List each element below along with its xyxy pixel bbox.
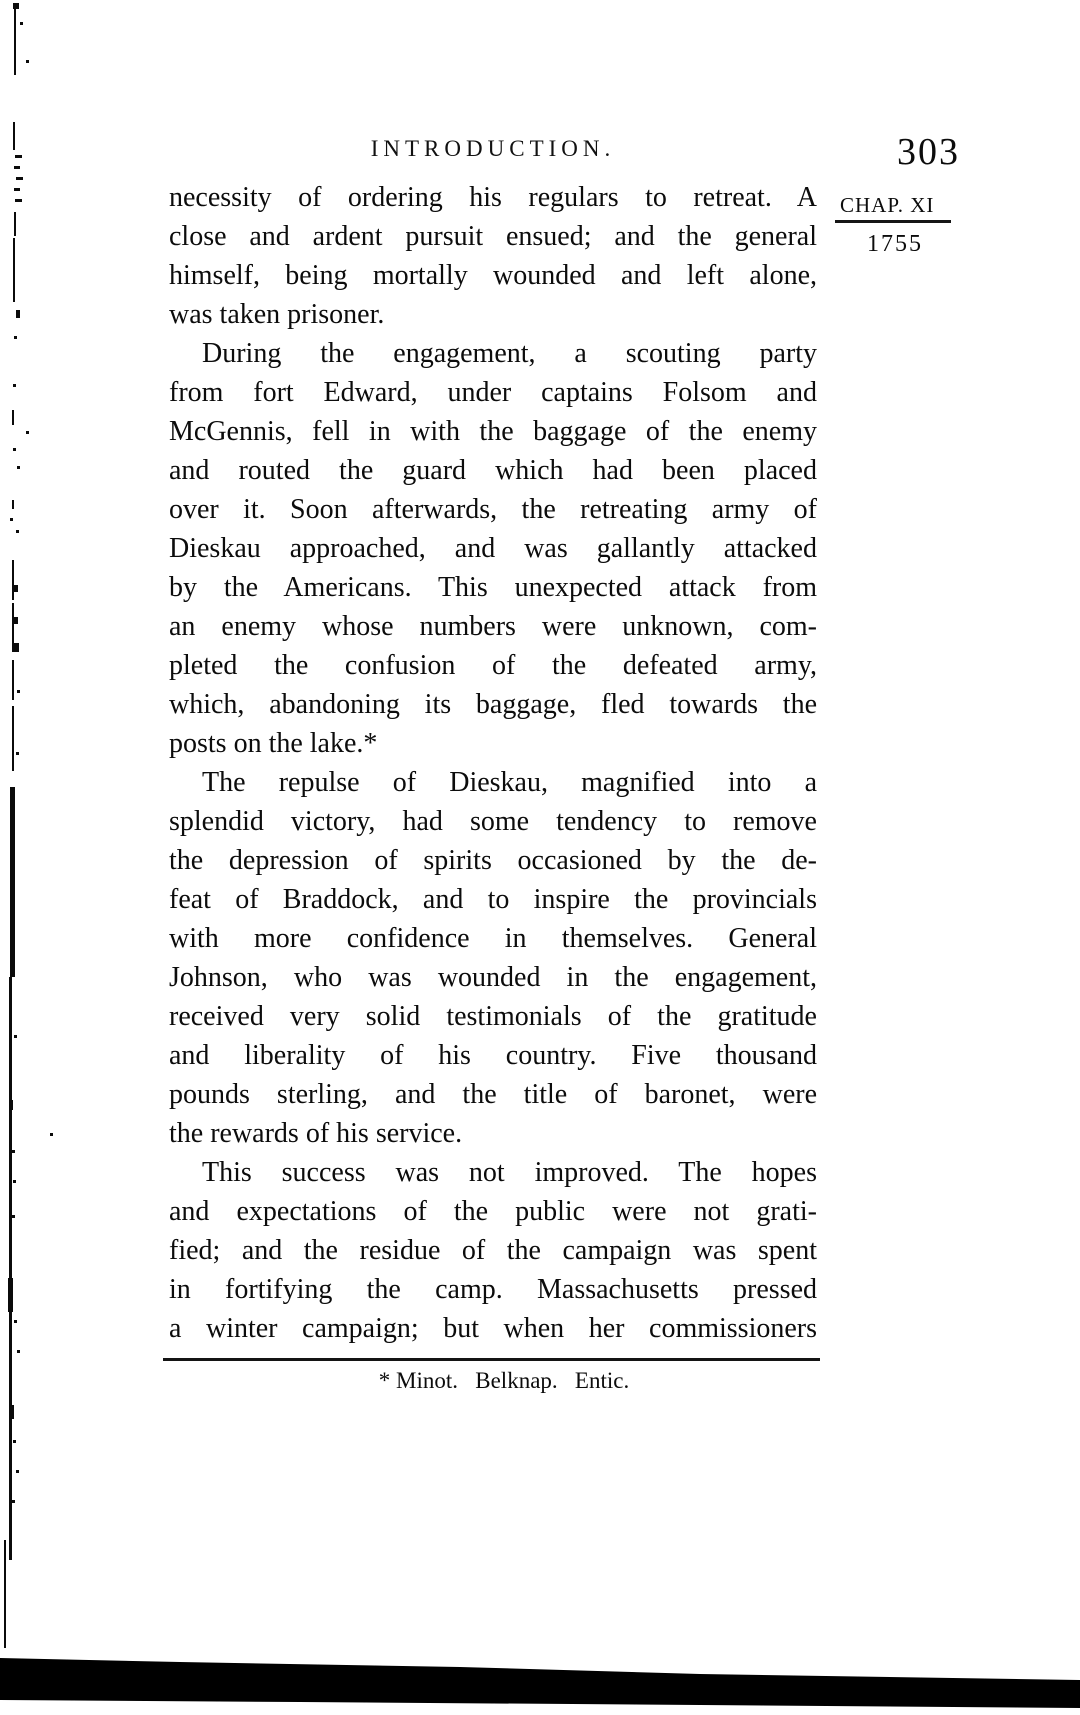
scan-artifact [13, 1180, 16, 1183]
scan-artifact [13, 585, 18, 592]
text-line: an enemy whose numbers were unknown, com- [169, 611, 817, 642]
scan-artifact [12, 500, 14, 509]
scan-artifact [20, 22, 23, 25]
text-line: with more confidence in themselves. General [169, 923, 817, 954]
scan-artifact [11, 1150, 15, 1153]
scan-artifact [9, 1405, 14, 1419]
text-line: posts on the lake.* [169, 728, 378, 759]
scan-artifact [13, 122, 15, 150]
scan-artifact [14, 1320, 17, 1323]
scan-artifact [17, 1350, 20, 1353]
text-line: necessity of ordering his regulars to retreat. A [169, 182, 817, 213]
text-line: This success was not improved. The hopes [202, 1157, 817, 1188]
scan-artifact [26, 431, 29, 434]
scan-artifact [12, 643, 19, 652]
text-line: from fort Edward, under captains Folsom and [169, 377, 817, 408]
text-line: pleted the confusion of the defeated army, [169, 650, 817, 681]
text-line: splendid victory, had some tendency to remove [169, 806, 817, 837]
scan-artifact [50, 1133, 53, 1136]
text-line: himself, being mortally wounded and left alone, [169, 260, 817, 291]
scan-artifact [16, 177, 23, 180]
footnote: * Minot. Belknap. Entic. [378, 1368, 630, 1393]
scan-artifact [14, 9, 16, 75]
scan-artifact [14, 188, 20, 191]
scan-artifact [13, 617, 18, 624]
margin-note-year: 1755 [867, 231, 923, 257]
scan-artifact [4, 1540, 6, 1648]
scan-artifact [14, 1035, 17, 1038]
text-line: Dieskau approached, and was gallantly attacked [169, 533, 817, 564]
scan-artifact [26, 60, 29, 63]
body-text [169, 178, 817, 1348]
margin-note-rule [835, 220, 951, 223]
scan-artifact [12, 1500, 15, 1503]
scan-artifact [12, 706, 14, 771]
scan-artifact [12, 660, 14, 700]
page-number: 303 [897, 131, 960, 173]
text-line: and routed the guard which had been placed [169, 455, 817, 486]
scan-artifact [13, 384, 16, 387]
text-line: Johnson, who was wounded in the engagement, [169, 962, 817, 993]
text-line: received very solid testimonials of the gratitude [169, 1001, 817, 1032]
scan-artifact [15, 155, 22, 158]
footnote-rule [163, 1358, 820, 1361]
text-line: over it. Soon afterwards, the retreating army of [169, 494, 817, 525]
text-line: was taken prisoner. [169, 299, 385, 330]
scan-artifact [14, 212, 16, 236]
scan-artifact [10, 518, 13, 521]
gutter-shadow [0, 1650, 1080, 1712]
text-line: the depression of spirits occasioned by the de- [169, 845, 817, 876]
scan-artifact [13, 1440, 16, 1443]
text-line: in fortifying the camp. Massachusetts pressed [169, 1274, 817, 1305]
scan-artifact [9, 1100, 13, 1110]
text-line: by the Americans. This unexpected attack from [169, 572, 817, 603]
scan-artifact [16, 310, 20, 318]
scan-artifact [14, 166, 20, 169]
scan-artifact [17, 690, 20, 693]
scan-artifact [8, 1278, 13, 1312]
text-line: fied; and the residue of the campaign was spent [169, 1235, 817, 1266]
scan-artifact [14, 336, 17, 339]
text-line: which, abandoning its baggage, fled towards the [169, 689, 817, 720]
scan-artifact [10, 787, 15, 977]
text-line: pounds sterling, and the title of baronet, were [169, 1079, 817, 1110]
scan-artifact [12, 410, 14, 425]
scan-artifact [12, 1215, 15, 1218]
text-line: feat of Braddock, and to inspire the provincials [169, 884, 817, 915]
text-line: a winter campaign; but when her commissioners [169, 1313, 817, 1344]
scan-artifact [15, 199, 22, 202]
scan-artifact [16, 530, 19, 533]
margin-note-chapter: CHAP. XI [840, 193, 935, 217]
running-header [169, 136, 817, 162]
scan-artifact [9, 977, 12, 1560]
scan-artifact [13, 238, 15, 302]
text-line: close and ardent pursuit ensued; and the general [169, 221, 817, 252]
scan-artifact [16, 752, 19, 755]
text-line: the rewards of his service. [169, 1118, 463, 1149]
text-line: and liberality of his country. Five thousand [169, 1040, 817, 1071]
scan-artifact [13, 448, 16, 451]
header-title: INTRODUCTION. [370, 136, 616, 161]
text-line: McGennis, fell in with the baggage of the enemy [169, 416, 817, 447]
text-line: During the engagement, a scouting party [202, 338, 817, 369]
text-line: The repulse of Dieskau, magnified into a [202, 767, 817, 798]
scan-artifact [12, 560, 14, 600]
text-line: and expectations of the public were not grati- [169, 1196, 817, 1227]
scan-artifact [16, 1470, 19, 1473]
scan-artifact [17, 466, 20, 469]
